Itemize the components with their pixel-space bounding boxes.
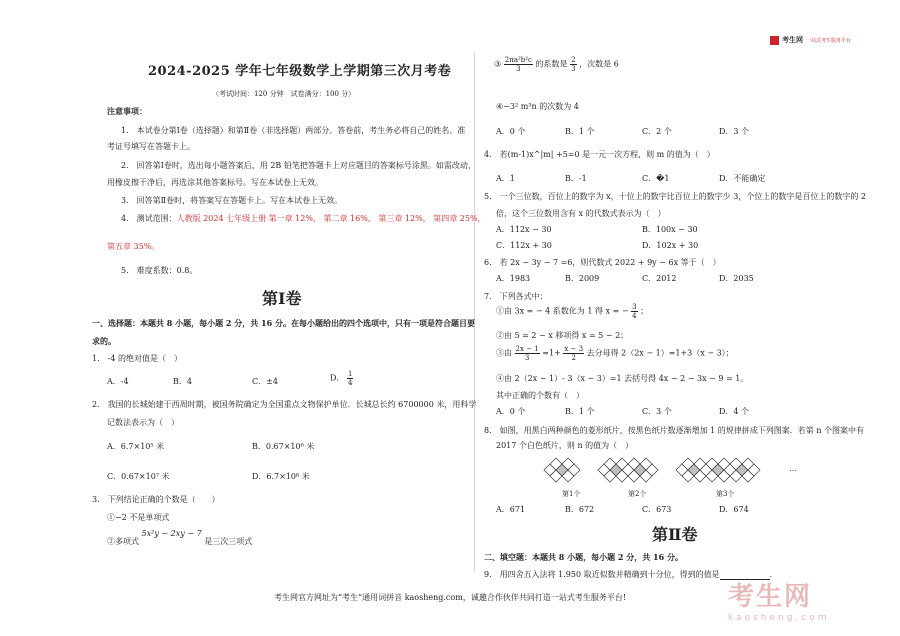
part1-title: 第Ⅰ卷 xyxy=(262,289,302,308)
notice-item-5: 5. 难度系数：0.8。 xyxy=(121,266,198,275)
q5-stem-b: 倍，这个三位数用含有 x 的代数式表示为（ ） xyxy=(496,209,666,218)
watermark-text: 考生网 xyxy=(728,582,813,612)
q7-statement-2: ②由 5 = 2 − x 移项得 x = 5 − 2； xyxy=(496,331,629,340)
q3-s3-num: 2πa²b²c xyxy=(504,56,532,64)
q3-statement-2 xyxy=(107,529,253,547)
q9-stem-pre: 9. 用四舍五入法将 1.950 取近似数并精确到十分位，得到的值是 xyxy=(484,570,720,579)
q8-figure-ellipsis: … xyxy=(789,464,797,473)
q7-s3-fraction-2 xyxy=(563,345,584,362)
q8-option-b: B．672 xyxy=(565,505,595,514)
q9-stem-post: . xyxy=(769,570,773,579)
q2-stem-b: 记数法表示为（ ） xyxy=(107,418,179,427)
q2-stem-a: 2. 我国的长城始建于西周时期，被国务院确定为全国重点文物保护单位．长城总长约 6700000 米，用科学 xyxy=(92,400,477,409)
q8-stem-a: 8. 如图，用黑白两种颜色的菱形纸片，按黑色纸片数逐渐增加 1 的规律拼成下列图案．若第 n 个图案中有 xyxy=(484,426,865,435)
q3-s3-cden: 3 xyxy=(571,65,576,73)
page-footer: 考生网官方网址为“考生”通用词拼音 kaosheng.com，诚邀合作伙伴共同打造一站式考生服务平台! xyxy=(273,593,627,602)
q5-option-a: A．112x − 30 xyxy=(496,225,552,234)
q8-option-d: D．674 xyxy=(719,505,749,514)
q7-statement-5: 其中正确的个数有（ ） xyxy=(496,391,584,400)
notice-item-4-label: 4. 测试范围： xyxy=(121,214,177,223)
q8-figure-3-label: 第3个 xyxy=(716,490,735,498)
q4-option-d: D．不能确定 xyxy=(719,174,766,183)
diamond-patterns xyxy=(544,458,760,482)
section-two-heading: 二、填空题：本题共 8 小题，每小题 2 分，共 16 分。 xyxy=(484,552,683,562)
q2-option-b: B．0.67×10⁶ 米 xyxy=(252,442,315,451)
q3-s3-label: ③ xyxy=(494,59,502,69)
exam-info: （考试时间：120 分钟 试卷满分：100 分） xyxy=(212,90,356,98)
q8-figure-1-label: 第1个 xyxy=(562,490,581,498)
q4-option-c: C．�1 xyxy=(642,174,670,183)
q3-stem: 3. 下列结论正确的个数是（ ） xyxy=(92,495,220,504)
q8-stem-b: 2017 个白色纸片，则 n 的值为（ ） xyxy=(496,441,634,450)
q3-s3-cnum: 2 xyxy=(571,56,576,64)
q7-s1-num: 3 xyxy=(632,303,637,311)
notice-item-2b: 用橡皮擦干净后，再选涂其他答案标号。写在本试卷上无效。 xyxy=(107,178,323,187)
q3-option-a: A．0 个 xyxy=(496,127,526,136)
q3-s2-pre: ②多项式 xyxy=(107,537,139,546)
q1-option-d-fraction xyxy=(347,370,353,387)
q1-option-b: B．4 xyxy=(173,377,192,386)
logo-text: 考生网 xyxy=(782,36,803,44)
q3-s2-expr: 5x²y − 2xy − 7 xyxy=(141,529,202,538)
q7-s1-pre: ①由 3x = − 4 系数化为 1 得 x = − xyxy=(496,306,629,316)
q5-option-d: D．102x + 30 xyxy=(642,241,699,250)
q3-s3-post: ，次数是 6 xyxy=(579,59,619,69)
section-one-heading-a: 一、选择题：本题共 8 小题，每小题 2 分，共 16 分。在每小题给出的四个选项中，只有一项是符合题目要 xyxy=(92,318,475,328)
q3-option-d: D．3 个 xyxy=(719,127,750,136)
q2-option-d: D．6.7×10⁶ 米 xyxy=(252,472,310,481)
notice-item-4-range-b: 第五章 35%。 xyxy=(107,242,160,251)
q1-option-d-label: D． xyxy=(330,373,345,383)
q7-statement-1 xyxy=(496,303,648,320)
q5-option-b: B．100x − 30 xyxy=(642,225,698,234)
q6-option-c: C．2012 xyxy=(642,274,677,283)
q8-figure-2-label: 第2个 xyxy=(628,490,647,498)
q7-s1-post: ； xyxy=(640,306,649,316)
q4-option-b: B．-1 xyxy=(565,174,587,183)
q7-s1-den: 4 xyxy=(632,312,637,320)
q3-statement-4: ④−3² m³n 的次数为 4 xyxy=(496,102,579,111)
column-divider xyxy=(474,52,475,572)
q7-option-b: B．1 个 xyxy=(565,407,595,416)
notice-item-1a: 1. 本试卷分第Ⅰ卷（选择题）和第Ⅱ卷（非选择题）两部分。答卷前，考生务必将自己的姓名、准 xyxy=(121,126,466,135)
notice-item-3: 3. 回答第Ⅱ卷时，将答案写在答题卡上。写在本试卷上无效。 xyxy=(121,196,343,205)
q6-option-a: A．1983 xyxy=(496,274,531,283)
q3-option-b: B．1 个 xyxy=(565,127,595,136)
watermark-url: kaosheng.com xyxy=(728,613,830,623)
q7-stem: 7. 下列各式中： xyxy=(484,292,548,301)
q7-s3-d1: 3 xyxy=(524,354,530,362)
q2-option-c: C．0.67×10⁷ 米 xyxy=(107,472,170,481)
q1-d-den: 4 xyxy=(347,379,353,387)
q3-option-c: C．2 个 xyxy=(642,127,672,136)
q3-s3-mid: 的系数是 xyxy=(535,59,568,69)
q5-stem-a: 5. 一个三位数，百位上的数字为 x，十位上的数字比百位上的数字少 3，个位上的数字是百位上的数字的 2 xyxy=(484,192,866,201)
q7-statement-4: ④由 2（2x − 1）- 3（x − 3）=1 去括号得 4x − 2 − 3x − 9 = 1。 xyxy=(496,374,749,383)
q7-s3-mid: =1+ xyxy=(542,348,561,358)
q7-option-c: C．3 个 xyxy=(642,407,672,416)
q7-option-a: A．0 个 xyxy=(496,407,526,416)
header-logo xyxy=(770,35,851,45)
q3-s3-coef-fraction xyxy=(570,56,576,73)
q7-s3-pre: ③由 xyxy=(496,348,512,358)
q7-s3-n1: 2x − 1 xyxy=(515,345,539,353)
notice-heading: 注意事项： xyxy=(107,106,147,116)
q4-stem: 4. 若(m-1)x^|m| +5=0 是一元一次方程，则 m 的值为（ ） xyxy=(484,150,715,159)
q2-option-a: A．6.7×10⁵ 米 xyxy=(107,442,165,451)
q8-option-c: C．673 xyxy=(642,505,672,514)
q1-d-num: 1 xyxy=(347,370,353,378)
q3-s3-den: 3 xyxy=(516,65,521,73)
q1-option-d xyxy=(330,370,353,387)
q4-option-a: A．1 xyxy=(496,174,515,183)
q7-s3-fraction-1 xyxy=(515,345,540,362)
q7-option-d: D．4 个 xyxy=(719,407,750,416)
q3-s3-fraction xyxy=(504,56,533,73)
q7-statement-3 xyxy=(496,345,734,362)
q3-s2-post: 是三次三项式 xyxy=(204,537,253,546)
q1-option-c: C．±4 xyxy=(252,377,278,386)
q6-stem: 6. 若 2x − 3y − 7 =6，则代数式 2022 + 9y − 6x 等于（ ） xyxy=(484,258,721,267)
q1-option-a: A．-4 xyxy=(107,377,129,386)
q7-s1-fraction xyxy=(631,303,637,320)
q3-statement-1: ①−2 不是单项式 xyxy=(107,513,170,522)
q8-option-a: A．671 xyxy=(496,505,526,514)
q5-option-c: C．112x + 30 xyxy=(496,241,552,250)
q6-option-b: B．2009 xyxy=(565,274,600,283)
notice-item-2a: 2. 回答第Ⅰ卷时，选出每小题答案后，用 2B 铅笔把答题卡上对应题目的答案标号涂黑。如需改动， xyxy=(121,161,476,170)
q3-statement-3 xyxy=(494,56,619,73)
logo-sub: 一站式考生服务平台 xyxy=(806,37,852,44)
q7-s3-n2: x − 3 xyxy=(564,345,584,353)
notice-item-1b: 考证号填写在答题卡上。 xyxy=(107,142,195,151)
q7-s3-d2: 2 xyxy=(571,354,576,362)
notice-item-4-range: 人教版 2024 七年级上册 第一章 12%， 第二章 16%， 第三章 12%， 第四章 25%， xyxy=(176,214,486,223)
part2-title: 第Ⅱ卷 xyxy=(652,525,698,544)
q6-option-d: D．2035 xyxy=(719,274,754,283)
q7-s3-post: 去分母得 2（2x − 1）=1+3（x − 3）； xyxy=(586,348,734,358)
q1-stem: 1. -4 的绝对值是（ ） xyxy=(92,354,182,363)
logo-mark-icon xyxy=(770,36,779,45)
page-title: 2024-2025 学年七年级数学上学期第三次月考卷 xyxy=(148,64,452,79)
section-one-heading-b: 求的。 xyxy=(92,336,116,346)
notice-item-4 xyxy=(121,213,486,224)
